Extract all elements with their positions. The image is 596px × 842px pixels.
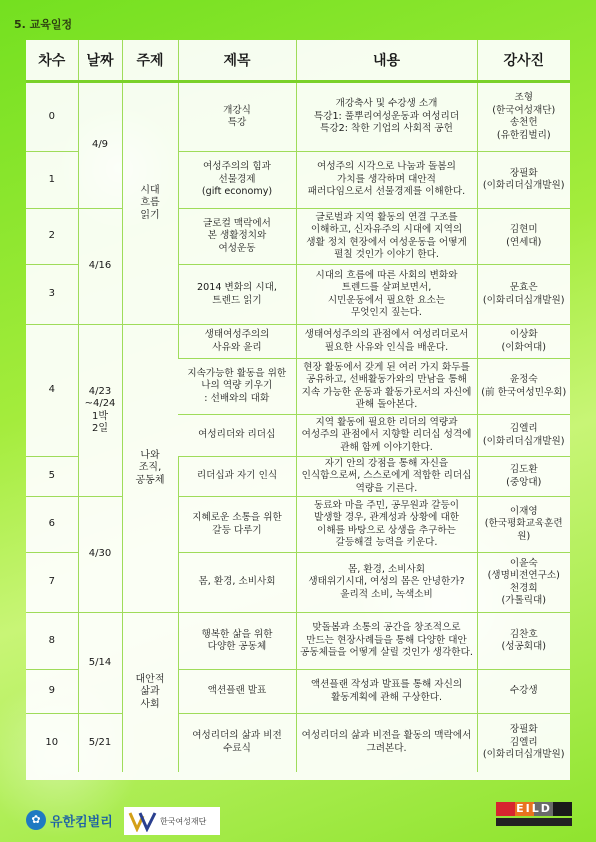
kwf-mark-icon <box>128 810 158 832</box>
session-title: 몸, 환경, 소비사회 <box>178 553 296 613</box>
session-content: 맞돌봄과 소통의 공간을 창조적으로 만드는 현장사례들을 통해 다양한 대안 공동체들을 어떻게 살릴 것인가 생각한다. <box>296 613 477 670</box>
date-cell: 5/14 <box>78 613 122 714</box>
eild-logo <box>496 802 572 840</box>
session-lecturer: 이재영 (한국평화교육훈련원) <box>477 497 570 553</box>
date-cell: 5/21 <box>78 714 122 772</box>
korea-womens-fund-logo <box>124 807 220 835</box>
session-title: 지속가능한 활동을 위한 나의 역량 키우기 : 선배와의 대화 <box>178 359 296 415</box>
theme-cell: 나와 조직, 공동체 <box>122 325 178 613</box>
table-row <box>26 325 570 359</box>
yuhan-kimberly-logo <box>26 810 113 830</box>
date-cell: 4/23 ~4/24 1박 2일 <box>78 325 122 497</box>
session-content: 액션플랜 작성과 발표를 통해 자신의 활동계획에 관해 구상한다. <box>296 670 477 714</box>
kwf-logo-text: 한국여성재단 <box>160 816 207 826</box>
session-number: 5 <box>26 457 78 497</box>
session-content: 지역 활동에 필요한 리더의 역량과 여성주의 관점에서 지향할 리더십 성격에 관해 함께 이야기한다. <box>296 415 477 457</box>
session-title: 여성주의의 힘과 선물경제 (gift economy) <box>178 152 296 209</box>
session-lecturer: 윤정숙 (前 한국여성민우회) <box>477 359 570 415</box>
session-number: 9 <box>26 670 78 714</box>
session-content: 시대의 흐름에 따른 사회의 변화와 트렌드를 살펴보면서, 시민운동에서 필요한 요소는 무엇인지 짚는다. <box>296 265 477 325</box>
yuhan-logo-text: 유한킴벌리 <box>50 814 113 830</box>
schedule-table <box>26 40 570 772</box>
session-content: 자기 안의 강점을 통해 자신을 인식함으로써, 스스로에게 적합한 리더십 역량을 기른다. <box>296 457 477 497</box>
header-session: 차수 <box>26 40 78 82</box>
session-title: 여성리더와 리더십 <box>178 415 296 457</box>
table-row <box>26 613 570 670</box>
header-title: 제목 <box>178 40 296 82</box>
table-row <box>26 82 570 152</box>
session-number: 0 <box>26 82 78 152</box>
header-content: 내용 <box>296 40 477 82</box>
session-content: 현장 활동에서 갖게 된 여러 가지 화두를 공유하고, 선배활동가와의 만남을 통해 지속 가능한 운동과 활동가로서의 자신에 관해 돌아본다. <box>296 359 477 415</box>
session-title: 리더십과 자기 인식 <box>178 457 296 497</box>
theme-cell: 대안적 삶과 사회 <box>122 613 178 772</box>
session-number: 6 <box>26 497 78 553</box>
session-content: 여성리더의 삶과 비전을 활동의 맥락에서 그려본다. <box>296 714 477 772</box>
session-content: 글로벌과 지역 활동의 연결 구조를 이해하고, 신자유주의 시대에 지역의 생활 정치 현장에서 여성운동을 어떻게 펼칠 것인가 이야기 한다. <box>296 209 477 265</box>
session-number: 7 <box>26 553 78 613</box>
session-title: 여성리더의 삶과 비전 수료식 <box>178 714 296 772</box>
table-row <box>26 497 570 553</box>
session-number: 2 <box>26 209 78 265</box>
session-lecturer: 장필화 김엘리 (이화리더십개발원) <box>477 714 570 772</box>
date-cell: 4/30 <box>78 497 122 613</box>
session-title: 개강식 특강 <box>178 82 296 152</box>
date-cell: 4/9 <box>78 82 122 209</box>
header-theme: 주제 <box>122 40 178 82</box>
session-lecturer: 이윤숙 (생명비전연구소) 천경희 (가톨릭대) <box>477 553 570 613</box>
session-content: 동료와 마을 주민, 공무원과 갈등이 발생할 경우, 관계성과 상황에 대한 이해를 바탕으로 상생을 추구하는 갈등해결 능력을 키운다. <box>296 497 477 553</box>
session-number: 3 <box>26 265 78 325</box>
session-lecturer: 문효은 (이화리더십개발원) <box>477 265 570 325</box>
session-content: 생태여성주의의 관점에서 여성리더로서 필요한 사유와 인식을 배운다. <box>296 325 477 359</box>
page-title: 5. 교육일정 <box>14 18 73 31</box>
session-content: 여성주의 시각으로 나눔과 돌봄의 가치를 생각하며 대안적 패러다임으로서 선물경제를 이해한다. <box>296 152 477 209</box>
schedule-panel <box>26 40 570 780</box>
eild-logo-text: EILD <box>516 802 552 815</box>
session-number: 8 <box>26 613 78 670</box>
session-content: 개강축사 및 수강생 소개 특강1: 풀뿌리여성운동과 여성리더 특강2: 착한 기업의 사회적 공헌 <box>296 82 477 152</box>
session-title: 생태여성주의의 사유와 윤리 <box>178 325 296 359</box>
theme-cell: 시대 흐름 읽기 <box>122 82 178 325</box>
session-title: 2014 변화의 시대, 트렌드 읽기 <box>178 265 296 325</box>
session-number: 10 <box>26 714 78 772</box>
session-title: 행복한 삶을 위한 다양한 공동체 <box>178 613 296 670</box>
session-lecturer: 김찬호 (성공회대) <box>477 613 570 670</box>
header-lecturer: 강사진 <box>477 40 570 82</box>
eild-subtitle-bar <box>496 818 572 826</box>
session-lecturer: 김도환 (중앙대) <box>477 457 570 497</box>
session-title: 지혜로운 소통을 위한 갈등 다루기 <box>178 497 296 553</box>
session-number: 1 <box>26 152 78 209</box>
header-date: 날짜 <box>78 40 122 82</box>
table-row <box>26 714 570 772</box>
session-lecturer: 수강생 <box>477 670 570 714</box>
session-lecturer: 이상화 (이화여대) <box>477 325 570 359</box>
date-cell: 4/16 <box>78 209 122 325</box>
session-title: 액션플랜 발표 <box>178 670 296 714</box>
session-lecturer: 조형 (한국여성재단) 송천헌 (유한킴벌리) <box>477 82 570 152</box>
session-lecturer: 김현미 (연세대) <box>477 209 570 265</box>
header-row <box>26 40 570 82</box>
session-lecturer: 김엘리 (이화리더십개발원) <box>477 415 570 457</box>
session-title: 글로컬 맥락에서 본 생활정치와 여성운동 <box>178 209 296 265</box>
session-number: 4 <box>26 325 78 457</box>
table-row <box>26 209 570 265</box>
footer-logos <box>0 800 596 842</box>
session-content: 몸, 환경, 소비사회 생태위기시대, 여성의 몸은 안녕한가? 윤리적 소비, 녹색소비 <box>296 553 477 613</box>
yuhan-leaf-icon: ✿ <box>26 810 46 830</box>
session-lecturer: 장필화 (이화리더십개발원) <box>477 152 570 209</box>
